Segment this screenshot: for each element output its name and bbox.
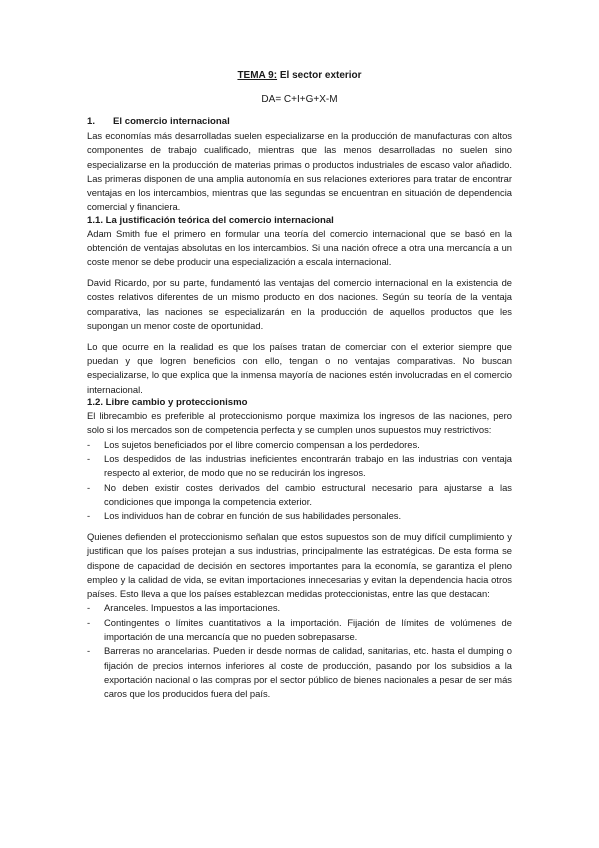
- list-item: - Los individuos han de cobrar en función de sus habilidades personales.: [87, 509, 512, 523]
- title-prefix: TEMA 9:: [237, 70, 278, 81]
- list-item: - Barreras no arancelarias. Pueden ir desde normas de calidad, sanitarias, etc. hasta el dumping o fijación de precios internos inferiores al coste de producción, pasando por los subsidios a la exportación nacional o las compras por el sector público de bienes nacionales a pesar de ser más caros que los producidos fuera del país.: [87, 644, 512, 701]
- adam-smith-paragraph: Adam Smith fue el primero en formular una teoría del comercio internacional que se basó en la obtención de ventajas absolutas en los intercambios. Si una nación ofrece a otra una mercancía a un coste menor se debe producir una especialización a escala internacional.: [87, 227, 512, 268]
- section-1-2-heading: 1.2. Libre cambio y proteccionismo: [87, 397, 248, 409]
- page-title: [87, 70, 512, 82]
- list-item: - Los sujetos beneficiados por el libre comercio compensan a los perdedores.: [87, 438, 512, 452]
- title-rest: El sector exterior: [277, 70, 362, 81]
- assumptions-list: [87, 438, 512, 524]
- section-1-heading: [87, 116, 512, 128]
- section-1-1-heading: 1.1. La justificación teórica del comercio internacional: [87, 214, 334, 226]
- list-item: - Los despedidos de las industrias ineficientes encontrarán trabajo en las industrias con ventaja respecto al exterior, de modo que no se reducirán los ingresos.: [87, 452, 512, 481]
- david-ricardo-paragraph: David Ricardo, por su parte, fundamentó las ventajas del comercio internacional en la existencia de costes relativos diferentes de un mismo producto en dos naciones. Según su teoría de la ventaja comparativa, las naciones se especializarán en la producción de aquellos productos que les supongan un menor coste de oportunidad.: [87, 277, 512, 332]
- list-item: - No deben existir costes derivados del cambio estructural necesario para ajustarse a las condiciones que imponga la competencia exterior.: [87, 481, 512, 510]
- section-1-title: El comercio internacional: [113, 116, 230, 127]
- section-1-number: 1.: [87, 116, 96, 127]
- demand-formula: DA= C+I+G+X-M: [261, 94, 338, 105]
- list-item: - Aranceles. Impuestos a las importaciones.: [87, 601, 512, 615]
- protectionism-paragraph: Quienes defienden el proteccionismo señalan que estos supuestos son de muy difícil cumplimiento y justifican que los países protejan a sus industrias, principalmente las estratégicas. De esta forma se dispone de capacidad de decisión en sectores importantes para la economía, se garantiza el pleno empleo y la calidad de vida, se evitan importaciones innecesarias y evitan la dependencia hacia otros países. Esto lleva a que los países establezcan medidas proteccionistas, entre las que destacan:: [87, 530, 512, 600]
- section-1-intro: Las economías más desarrolladas suelen especializarse en la producción de manufacturas con altos componentes de trabajo cualificado, mientras que las menos desarrolladas no suelen sino especializarse en la producción de materias primas o productos industriales de escaso valor añadido. Las primeras disponen de una amplia autonomía en sus relaciones exteriores para tratar de encontrar ventajas en los intercambios, mientras que las segundas se encuentran en situación de dependencia comercial y financiera.: [87, 130, 512, 213]
- librecambio-paragraph: El librecambio es preferible al proteccionismo porque maximiza los ingresos de las naciones, pero solo si los mercados son de competencia perfecta y se cumplen unos supuestos muy restrictivos:: [87, 410, 512, 436]
- reality-paragraph: Lo que ocurre en la realidad es que los países tratan de comerciar con el exterior siempre que puedan y que logren beneficios con ello, tengan o no ventajas comparativas. No buscan especializarse, lo que explica que la inmensa mayoría de naciones estén involucradas en el comercio internacional.: [87, 340, 512, 395]
- list-item: - Contingentes o límites cuantitativos a la importación. Fijación de límites de volúmenes de importación de una mercancía que no pueden sobrepasarse.: [87, 616, 512, 645]
- protection-measures-list: [87, 601, 512, 701]
